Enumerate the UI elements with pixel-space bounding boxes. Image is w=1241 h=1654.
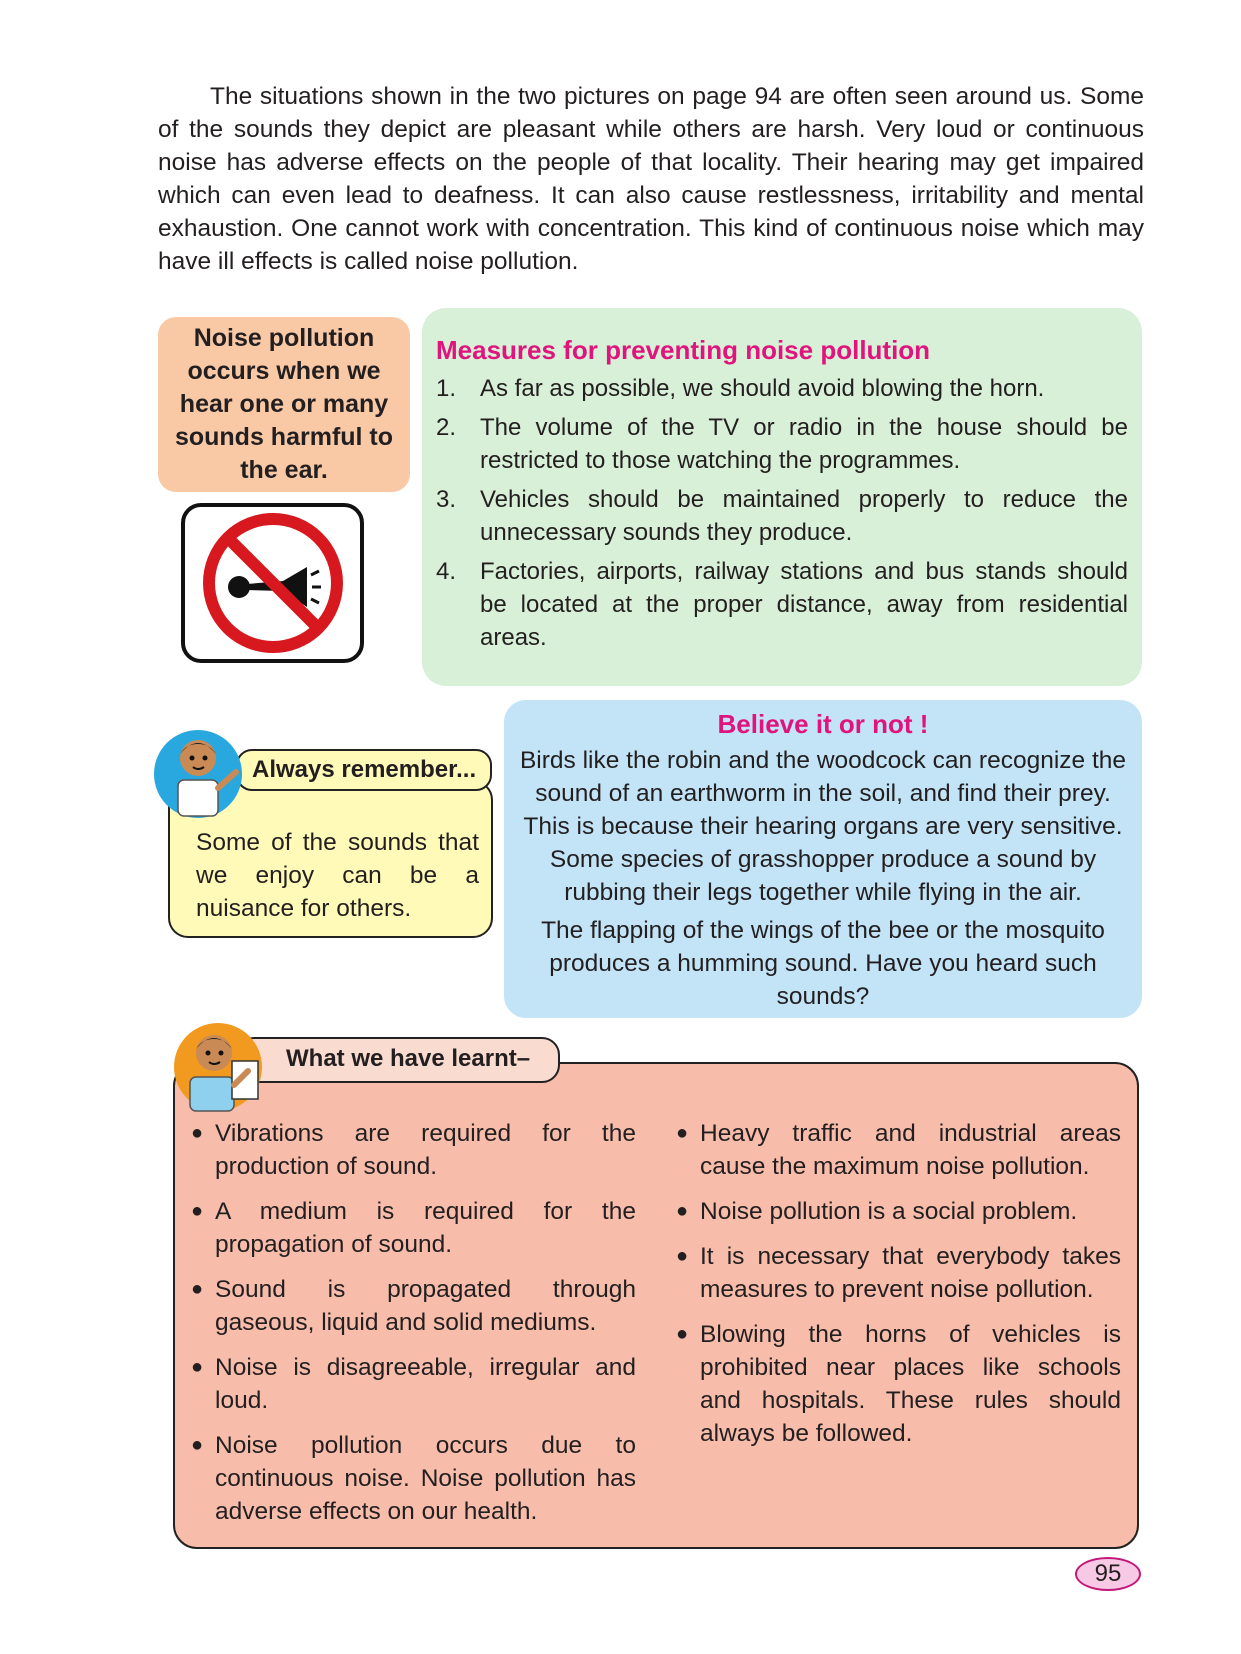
item-text: Heavy traffic and industrial areas cause the maximum noise pollution. bbox=[700, 1120, 1121, 1180]
bullet-icon: ● bbox=[676, 1323, 689, 1345]
item-number: 3. bbox=[436, 486, 457, 513]
learnt-title: What we have learnt– bbox=[236, 1037, 560, 1083]
list-item bbox=[676, 1195, 1121, 1228]
item-number: 1. bbox=[436, 375, 457, 402]
remember-title: Always remember... bbox=[236, 749, 492, 791]
no-horn-sign-icon bbox=[199, 509, 347, 657]
believe-title: Believe it or not ! bbox=[717, 709, 929, 739]
item-text: Vehicles should be maintained properly to reduce the unnecessary sounds they produce. bbox=[480, 486, 1128, 546]
boy-pointing-icon bbox=[150, 722, 250, 822]
page-number: 95 bbox=[1075, 1557, 1141, 1591]
boy-writing-icon bbox=[170, 1015, 270, 1115]
list-item bbox=[436, 411, 1128, 477]
item-text: The volume of the TV or radio in the house should be restricted to those watching the programmes. bbox=[480, 414, 1128, 474]
item-text: Noise pollution occurs due to continuous noise. Noise pollution has adverse effects on our health. bbox=[215, 1432, 636, 1525]
item-text: Noise is disagreeable, irregular and loud. bbox=[215, 1354, 636, 1414]
list-item bbox=[191, 1273, 636, 1339]
bullet-icon: ● bbox=[191, 1122, 204, 1144]
item-text: As far as possible, we should avoid blowing the horn. bbox=[480, 375, 1045, 402]
item-text: Sound is propagated through gaseous, liquid and solid mediums. bbox=[215, 1276, 636, 1336]
item-text: Vibrations are required for the production of sound. bbox=[215, 1120, 636, 1180]
learnt-left-column bbox=[191, 1117, 636, 1547]
bullet-icon: ● bbox=[191, 1434, 204, 1456]
bullet-icon: ● bbox=[191, 1200, 204, 1222]
item-text: A medium is required for the propagation of sound. bbox=[215, 1198, 636, 1258]
bullet-icon: ● bbox=[191, 1356, 204, 1378]
bullet-icon: ● bbox=[676, 1245, 689, 1267]
bullet-icon: ● bbox=[191, 1278, 204, 1300]
measures-title: Measures for preventing noise pollution bbox=[436, 335, 931, 365]
believe-paragraph-2: The flapping of the wings of the bee or the mosquito produces a humming sound. Have you heard such sounds? bbox=[541, 917, 1105, 1010]
definition-box bbox=[158, 317, 410, 492]
definition-text: Noise pollution occurs when we hear one or many sounds harmful to the ear. bbox=[174, 324, 394, 484]
remember-text: Some of the sounds that we enjoy can be a nuisance for others. bbox=[196, 829, 479, 922]
item-text: Blowing the horns of vehicles is prohibited near places like schools and hospitals. These rules should always be followed. bbox=[700, 1321, 1121, 1447]
bullet-icon: ● bbox=[676, 1200, 689, 1222]
measures-box bbox=[422, 308, 1142, 686]
list-item bbox=[191, 1351, 636, 1417]
item-text: Factories, airports, railway stations and bus stands should be located at the proper distance, away from residential areas. bbox=[480, 558, 1128, 651]
item-number: 2. bbox=[436, 414, 457, 441]
no-horn-sign bbox=[181, 503, 364, 663]
list-item bbox=[436, 372, 1128, 405]
list-item bbox=[436, 483, 1128, 549]
measures-list bbox=[436, 372, 1128, 654]
list-item bbox=[676, 1117, 1121, 1183]
list-item bbox=[191, 1195, 636, 1261]
believe-paragraph-1: Birds like the robin and the woodcock can recognize the sound of an earthworm in the soil, and find their prey. This is because their hearing organs are very sensitive. Some species of grasshopper produce a sound by rubbing their legs together while flying in the air. bbox=[519, 747, 1127, 906]
item-text: It is necessary that everybody takes measures to prevent noise pollution. bbox=[700, 1243, 1121, 1303]
list-item bbox=[191, 1117, 636, 1183]
item-text: Noise pollution is a social problem. bbox=[700, 1198, 1078, 1225]
item-number: 4. bbox=[436, 558, 457, 585]
list-item bbox=[191, 1429, 636, 1528]
intro-paragraph: The situations shown in the two pictures on page 94 are often seen around us. Some of the sounds they depict are pleasant while others are harsh. Very loud or continuous noise has adverse effects on the people of that locality. Their hearing may get impaired which can even lead to deafness. It can also cause restlessness, irritability and mental exhaustion. One cannot work with concentration. This kind of continuous noise which may have ill effects is called noise pollution. bbox=[158, 83, 1144, 275]
bullet-icon: ● bbox=[676, 1122, 689, 1144]
believe-box bbox=[504, 700, 1142, 1018]
list-item bbox=[676, 1240, 1121, 1306]
learnt-right-column bbox=[676, 1117, 1121, 1547]
learnt-box bbox=[173, 1062, 1139, 1549]
list-item bbox=[676, 1318, 1121, 1450]
list-item bbox=[436, 555, 1128, 654]
